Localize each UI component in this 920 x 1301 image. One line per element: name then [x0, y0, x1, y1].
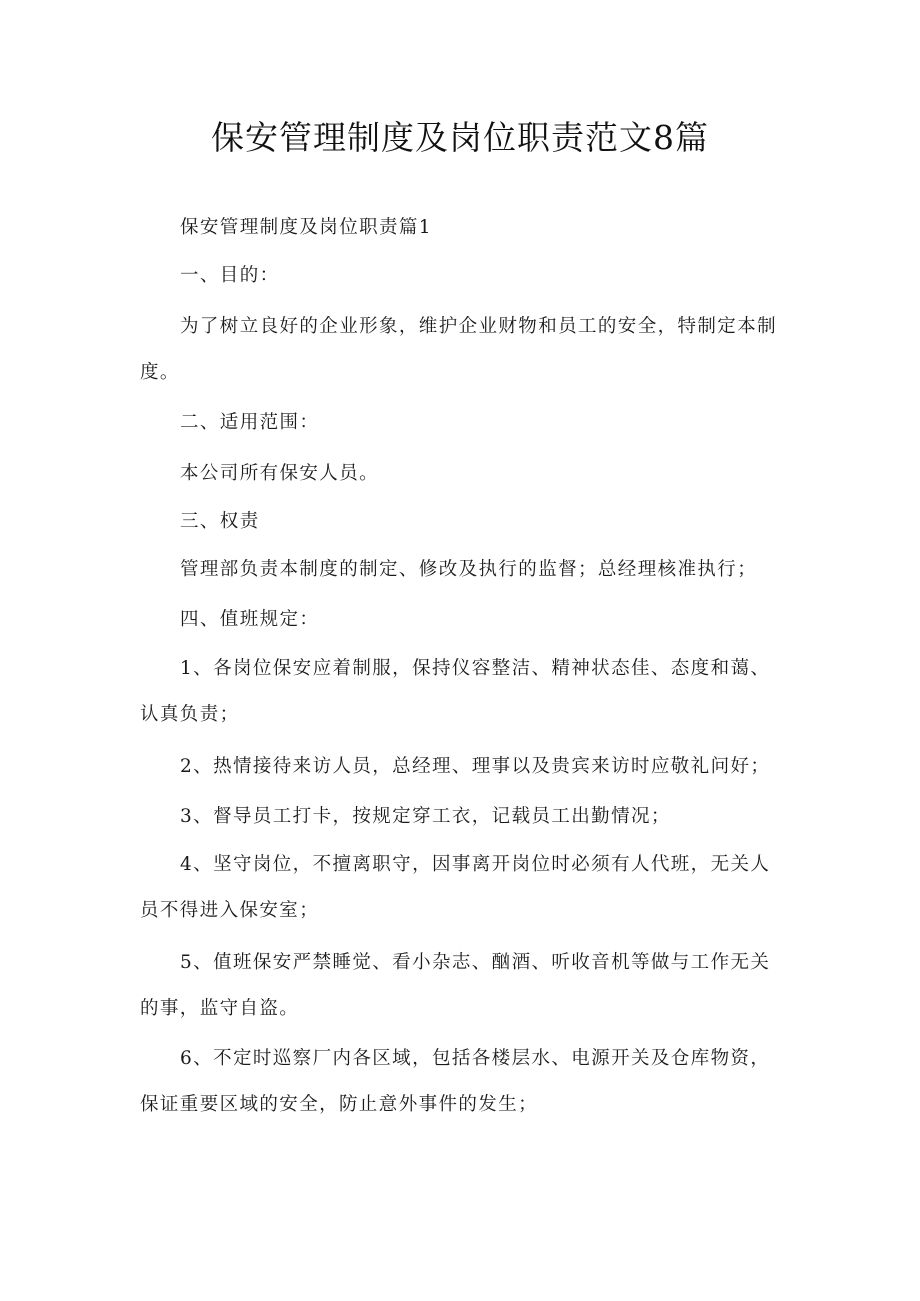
paragraph: 6、不定时巡察厂内各区域，包括各楼层水、电源开关及仓库物资，保证重要区域的安全，防止意外事件的发生； [140, 1048, 771, 1115]
document-title: 保安管理制度及岗位职责范文8篇 [211, 118, 709, 157]
paragraph: 四、值班规定： [180, 609, 320, 630]
paragraph: 本公司所有保安人员。 [180, 463, 380, 484]
paragraph: 管理部负责本制度的制定、修改及执行的监督；总经理核准执行； [180, 559, 758, 580]
section-heading: 保安管理制度及岗位职责篇1 [180, 217, 432, 238]
paragraph: 2、热情接待来访人员，总经理、理事以及贵宾来访时应敬礼问好； [180, 756, 771, 777]
paragraph: 为了树立良好的企业形象，维护企业财物和员工的安全，特制定本制度。 [140, 316, 778, 383]
paragraph: 二、适用范围： [180, 412, 320, 433]
paragraph: 1、各岗位保安应着制服，保持仪容整洁、精神状态佳、态度和蔼、认真负责； [140, 658, 771, 725]
paragraph: 一、目的： [180, 265, 280, 286]
paragraph: 4、坚守岗位，不擅离职守，因事离开岗位时必须有人代班，无关人员不得进入保安室； [140, 854, 771, 921]
paragraph: 5、值班保安严禁睡觉、看小杂志、酗酒、听收音机等做与工作无关的事，监守自盗。 [140, 952, 771, 1019]
paragraph: 三、权责 [180, 511, 260, 532]
paragraph: 3、督导员工打卡，按规定穿工衣，记载员工出勤情况； [180, 806, 671, 827]
